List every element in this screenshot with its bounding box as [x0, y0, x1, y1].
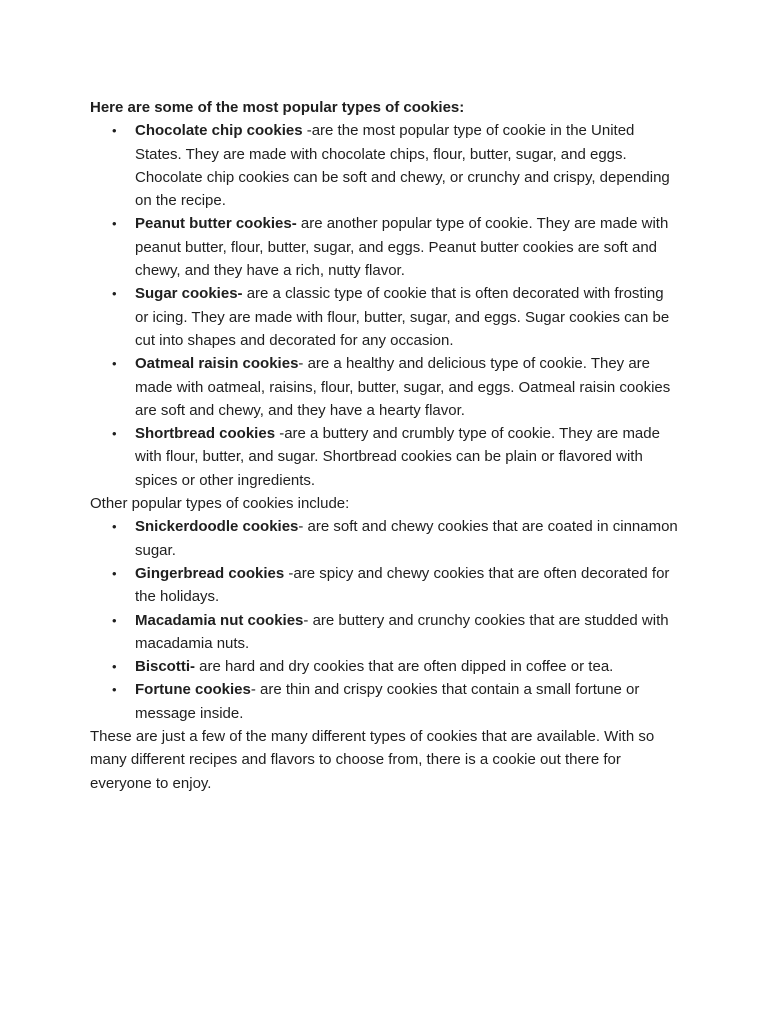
cookie-term: Fortune cookies — [135, 681, 251, 699]
cookie-term: Snickerdoodle cookies — [135, 518, 299, 536]
bullet-icon: • — [112, 286, 117, 302]
bullet-icon: • — [112, 123, 117, 139]
cookie-description: -are a buttery and crumbly type of cookie. They are made with flour, butter, and sugar. Shortbread cookies can be plain or flavored with spices or other ingredients. — [135, 425, 660, 489]
cookie-term: Macadamia nut cookies — [135, 611, 304, 629]
cookie-description: -are the most popular type of cookie in the United States. They are made with chocolate chips, flour, butter, sugar, and eggs. Chocolate chip cookies can be soft and chewy, or crunchy and crispy, depending on the recipe. — [135, 122, 670, 210]
intro-heading: Here are some of the most popular types of cookies: — [90, 99, 465, 116]
cookie-description: - are buttery and crunchy cookies that are studded with macadamia nuts. — [135, 611, 669, 652]
bullet-icon: • — [112, 682, 117, 698]
cookie-term: Shortbread cookies — [135, 425, 276, 443]
cookie-description: are hard and dry cookies that are often dipped in coffee or tea. — [195, 658, 614, 676]
cookie-description: are a classic type of cookie that is often decorated with frosting or icing. They are made with flour, butter, sugar, and eggs. Sugar cookies can be cut into shapes and decorated for any occasion. — [135, 285, 670, 349]
cookie-description: are another popular type of cookie. They are made with peanut butter, flour, butter, sugar, and eggs. Peanut butter cookies are soft and chewy, and they have a rich, nutty flavor. — [135, 215, 669, 280]
list-item — [90, 352, 680, 422]
bullet-icon: • — [112, 519, 117, 535]
cookie-term: Sugar cookies- — [135, 285, 243, 303]
cookie-term: Peanut butter cookies- — [135, 215, 297, 233]
cookie-description: - are thin and crispy cookies that contain a small fortune or message inside. — [135, 681, 640, 722]
bullet-icon: • — [112, 216, 117, 232]
bullet-icon: • — [112, 426, 117, 442]
cookie-description: -are spicy and chewy cookies that are often decorated for the holidays. — [135, 564, 670, 606]
conclusion-paragraph: These are just a few of the many different types of cookies that are available. With so many different recipes and flavors to choose from, there is a cookie out there for everyone to enjoy. — [90, 728, 655, 792]
bullet-icon: • — [112, 659, 117, 675]
list-item — [90, 282, 680, 352]
bullet-icon: • — [112, 612, 117, 628]
cookie-description: - are soft and chewy cookies that are coated in cinnamon sugar. — [135, 518, 678, 559]
bullet-icon: • — [112, 356, 117, 372]
list-item — [90, 562, 680, 609]
popular-cookies-list — [90, 119, 680, 492]
other-intro-text: Other popular types of cookies include: — [90, 495, 350, 513]
list-item — [90, 119, 680, 212]
cookie-term: Chocolate chip cookies — [135, 122, 303, 140]
cookie-description: - are a healthy and delicious type of cookie. They are made with oatmeal, raisins, flour, butter, sugar, and eggs. Oatmeal raisin cookies are soft and chewy, and they have a hearty flavor. — [135, 355, 671, 419]
list-item — [90, 678, 680, 725]
cookie-term: Biscotti- — [135, 658, 195, 676]
list-item — [90, 515, 680, 562]
list-item — [90, 609, 680, 656]
cookie-term: Oatmeal raisin cookies — [135, 355, 299, 373]
list-item — [90, 655, 680, 678]
other-cookies-list — [90, 515, 680, 725]
list-item — [90, 212, 680, 282]
cookie-term: Gingerbread cookies — [135, 564, 285, 582]
document-page — [90, 96, 680, 795]
bullet-icon: • — [112, 565, 117, 581]
list-item — [90, 422, 680, 492]
